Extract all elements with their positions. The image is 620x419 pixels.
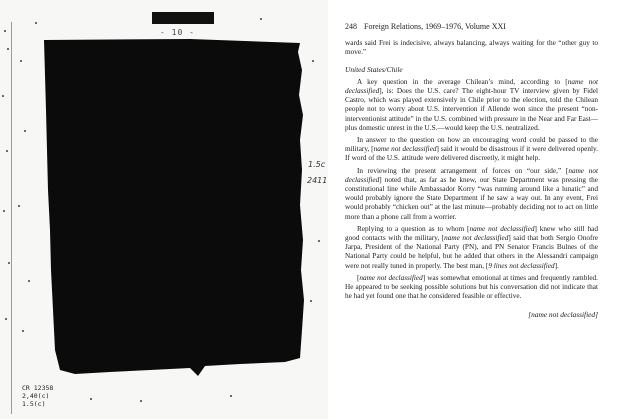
text-run: ].	[554, 261, 559, 270]
text-run: wards said Frei is indecisive, always balancing, always waiting for the “other guy to move.”	[345, 39, 598, 57]
page-number: 248	[345, 22, 357, 31]
paragraph	[345, 167, 598, 222]
margin-note: 1.5c	[308, 160, 326, 169]
redaction-note: name not declassified	[444, 234, 509, 243]
redaction-note: name not declassified	[469, 224, 535, 233]
text-run: A key question in the average Chilean’s mind, according to [	[357, 77, 568, 86]
scan-page-number: - 10 -	[160, 28, 195, 37]
text-run: ] noted that, as far as he knew, our State Department was pressing the constitutional line while Ambassador Korry “was running around like a lunatic” and would probably ignore the State Department if he saw a way out. In any event, Frei would probably “chicken out” at the last minute—probably deciding not to act on little more than a phone call from a worrier.	[345, 175, 598, 221]
paragraph	[345, 274, 598, 302]
text-run: In answer to the question on how an encouraging word could be passed to the military, [	[345, 136, 598, 154]
running-header	[345, 22, 598, 31]
redaction-note: name not declassified	[345, 166, 599, 184]
text-run: [	[357, 273, 360, 282]
redaction-note: 9 lines not declassified	[488, 261, 555, 270]
text-run: ] said it would be disastrous if it were delivered openly. If word of the U.S. attitude were delivered discreetly, it might help.	[345, 145, 598, 163]
signature-line: [name not declassified]	[528, 310, 598, 320]
paragraph	[345, 78, 598, 133]
running-title: Foreign Relations, 1969–1976, Volume XXI	[364, 22, 506, 31]
paragraph	[345, 39, 598, 57]
text-run: ] said that both Sergio Onofre Jarpa, President of the National Party (PN), and PN Senator Francis Bulnes of the National Party could be helpful, but he added that others in the Alessandri campaign were not really tuned in properly. The best man, [	[345, 234, 598, 270]
redaction-note: name not declassified	[373, 145, 437, 154]
paragraph	[345, 136, 598, 164]
text-run: ], is: Does the U.S. care? The eight-hour TV interview given by Fidel Castro, which was played extensively in Chile prior to the election, told the Chilean people not to worry about U.S. intervention if Allende won since the present “non-interventionist attitude” in the U.S. combined with pressure in the Near and Far East—plus domestic unrest in the U.S.—would keep the U.S. neutralized.	[345, 87, 598, 132]
redaction-note: name not declassified	[345, 77, 598, 96]
filing-line: 2,40(c)	[22, 392, 50, 400]
text-run: ] was somewhat emotional at times and frequently rambled. He appeared to be seeking possible solutions but his conversation did not indicate that he had yet found one that he considered feasible or effective.	[345, 273, 598, 301]
margin-note: 2411	[307, 176, 328, 185]
filing-annotation	[22, 384, 53, 408]
body-text	[345, 39, 598, 301]
text-run: ] knew who still had good contacts with the military, [	[345, 224, 598, 243]
printed-document-page	[345, 22, 598, 320]
paragraph	[345, 225, 598, 271]
redaction-note: name not declassified	[359, 273, 423, 282]
filing-line: 1.5(c)	[22, 400, 46, 408]
section-heading: United States/Chile	[345, 64, 403, 74]
text-run: In reviewing the present arrangement of forces on “our side,” [	[357, 166, 569, 175]
filing-line: CR 12358	[22, 384, 54, 392]
text-run: Replying to a question as to whom [	[357, 224, 470, 233]
